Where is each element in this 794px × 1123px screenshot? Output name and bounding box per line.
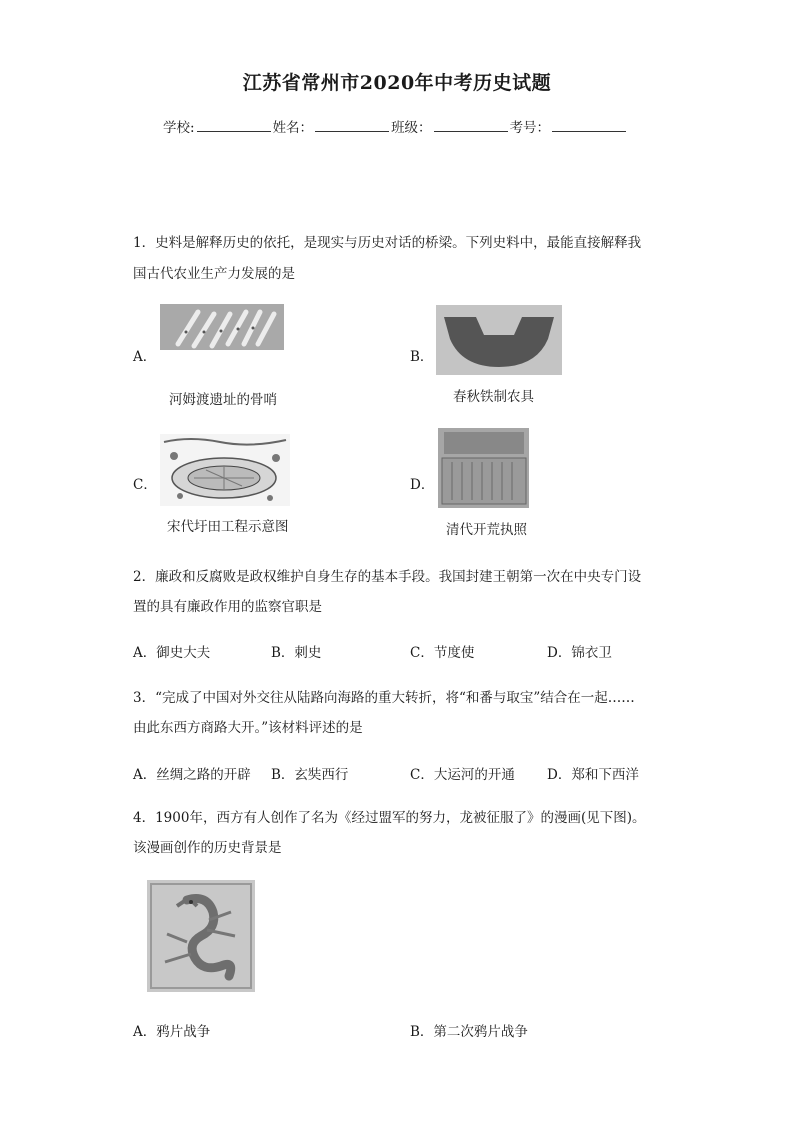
name-label: 姓名：	[272, 120, 314, 136]
exam-no-blank[interactable]	[552, 119, 626, 132]
school-blank[interactable]	[197, 119, 271, 132]
q3-option-b[interactable]: B．玄奘西行	[271, 767, 349, 783]
q1-option-d-letter[interactable]: D．	[410, 477, 435, 493]
bone-whistle-drawing	[160, 304, 284, 350]
name-blank[interactable]	[315, 119, 389, 132]
q4-stem-line2: 该漫画创作的历史背景是	[133, 840, 282, 856]
q1-stem-line1: 1．史料是解释历史的依托，是现实与历史对话的桥梁。下列史料中，最能直接解释我	[133, 235, 642, 251]
weitian-diagram-drawing	[160, 434, 290, 506]
q4-option-a[interactable]: A．鸦片战争	[133, 1024, 211, 1040]
q1-option-b-caption: 春秋铁制农具	[453, 389, 534, 405]
land-license-drawing	[438, 428, 529, 508]
q1-option-c-caption: 宋代圩田工程示意图	[167, 519, 289, 535]
q2-stem-line1: 2．廉政和反腐败是政权维护自身生存的基本手段。我国封建王朝第一次在中央专门设	[133, 569, 642, 585]
q3-stem-line2: 由此东西方商路大开。”该材料评述的是	[133, 720, 363, 736]
q4-stem-line1: 4．1900年，西方有人创作了名为《经过盟军的努力，龙被征服了》的漫画(见下图)。	[133, 810, 646, 826]
q3-option-c[interactable]: C．大运河的开通	[410, 767, 515, 783]
dragon-cartoon-drawing	[147, 880, 255, 992]
q2-option-c[interactable]: C．节度使	[410, 645, 475, 661]
dragon-cartoon-image	[147, 880, 255, 992]
q2-option-b[interactable]: B．刺史	[271, 645, 322, 661]
q1-option-d-caption: 清代开荒执照	[446, 522, 527, 538]
exam-title: 江苏省常州市2020年中考历史试题	[242, 72, 552, 94]
q1-option-a-caption: 河姆渡遗址的骨哨	[169, 392, 277, 408]
iron-tool-image	[436, 305, 562, 375]
q2-option-a[interactable]: A．御史大夫	[133, 645, 211, 661]
q1-option-b-letter[interactable]: B．	[410, 349, 434, 365]
school-label: 学校:	[163, 120, 195, 136]
class-label: 班级：	[391, 120, 432, 136]
q2-option-d[interactable]: D．锦衣卫	[547, 645, 612, 661]
q1-option-a-letter[interactable]: A．	[133, 349, 157, 365]
q3-stem-line1: 3．“完成了中国对外交往从陆路向海路的重大转折，将“和番与取宝”结合在一起……	[133, 690, 635, 706]
q1-option-c-letter[interactable]: C．	[133, 477, 157, 493]
q3-option-a[interactable]: A．丝绸之路的开辟	[133, 767, 251, 783]
land-license-image	[438, 428, 529, 508]
q3-option-d[interactable]: D．郑和下西洋	[547, 767, 639, 783]
iron-tool-drawing	[436, 305, 562, 375]
q4-option-b[interactable]: B．第二次鸦片战争	[410, 1024, 528, 1040]
student-info-row	[163, 116, 628, 136]
exam-no-label: 考号：	[509, 120, 551, 136]
weitian-diagram-image	[160, 434, 290, 506]
class-blank[interactable]	[434, 119, 508, 132]
q2-stem-line2: 置的具有廉政作用的监察官职是	[133, 599, 322, 615]
bone-whistle-image	[160, 304, 284, 350]
q1-stem-line2: 国古代农业生产力发展的是	[133, 266, 295, 282]
